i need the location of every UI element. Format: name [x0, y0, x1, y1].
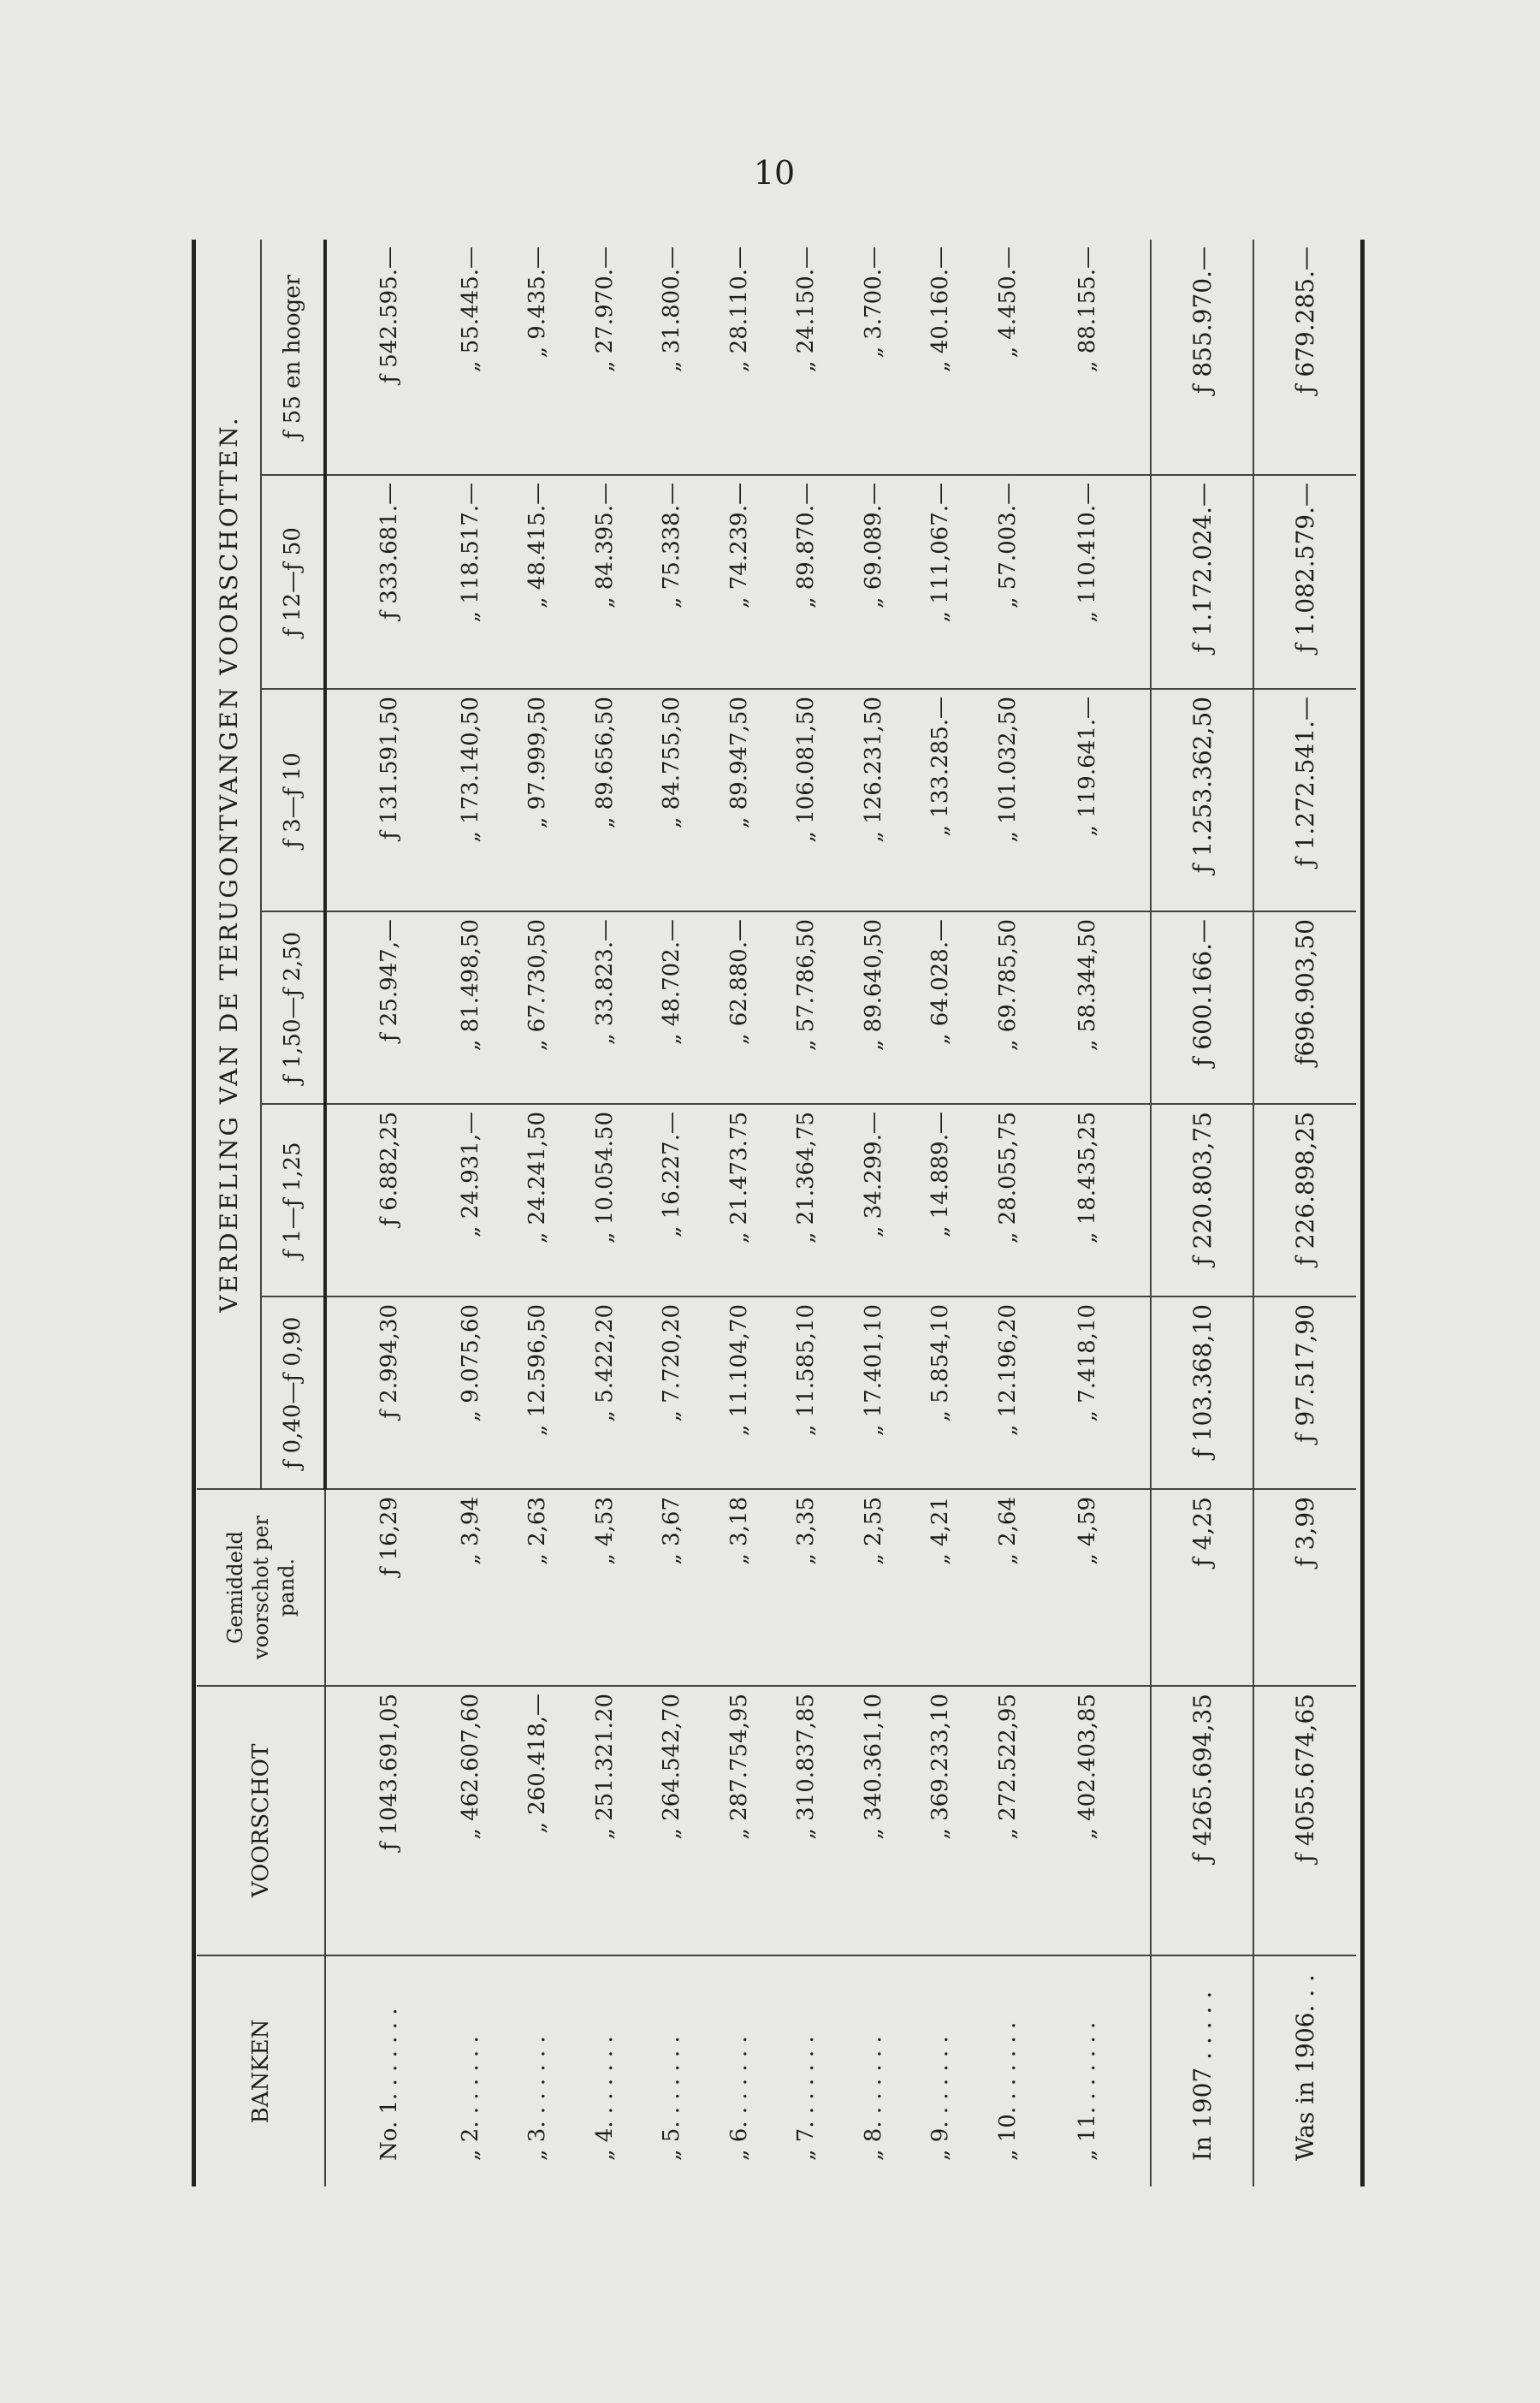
cell-col-4: „ 97.999,50: [504, 689, 571, 911]
cell-col-1: „ 12.596,50: [504, 1296, 571, 1489]
cell-col-2: „ 14.889.—: [907, 1104, 974, 1296]
cell-col-2: „ 21.364,75: [773, 1104, 839, 1296]
cell-col-5: „ 111,067.—: [907, 475, 974, 689]
cell-col-4: ƒ 1.272.541.—: [1253, 689, 1356, 911]
header-col-3: ƒ 1,50—ƒ 2,50: [261, 911, 325, 1104]
cell-col-2: „ 34.299.—: [839, 1104, 906, 1296]
cell-col-3: ƒ 600.166.—: [1151, 911, 1253, 1104]
cell-col-4: „ 84.755,50: [638, 689, 705, 911]
cell-voorschot: „ 264.542,70: [638, 1686, 705, 1955]
cell-col-5: „ 69.089.—: [839, 475, 906, 689]
cell-gemiddeld: „ 2,55: [839, 1489, 906, 1686]
cell-col-5: ƒ 1.172.024.—: [1151, 475, 1253, 689]
cell-col-4: „ 133.285.—: [907, 689, 974, 911]
cell-col-6: „ 55.445.—: [437, 240, 504, 475]
cell-bank: Was in 1906. . .: [1253, 1955, 1356, 2186]
cell-col-3: „ 48.702.—: [638, 911, 705, 1104]
cell-col-1: ƒ 97.517,90: [1253, 1296, 1356, 1489]
cell-gemiddeld: „ 2,63: [504, 1489, 571, 1686]
cell-bank: „ 10. . . . . . .: [994, 2021, 1021, 2161]
cell-col-3: ƒ 25.947,—: [325, 911, 437, 1104]
cell-col-2: „ 18.435,25: [1041, 1104, 1151, 1296]
cell-col-1: „ 17.401,10: [839, 1296, 906, 1489]
header-col-4: ƒ 3—ƒ 10: [261, 689, 325, 911]
cell-voorschot: „ 369.233,10: [907, 1686, 974, 1955]
cell-col-3: „ 64.028.—: [907, 911, 974, 1104]
cell-gemiddeld: „ 2,64: [974, 1489, 1040, 1686]
cell-bank: „ 3. . . . . . .: [524, 2036, 551, 2161]
cell-col-1: „ 9.075,60: [437, 1296, 504, 1489]
table-row: [572, 240, 638, 2186]
cell-col-6: „ 27.970.—: [572, 240, 638, 475]
table-row: [437, 240, 504, 2186]
cell-col-6: „ 88.155.—: [1041, 240, 1151, 475]
cell-col-4: ƒ 131.591,50: [325, 689, 437, 911]
loans-distribution-table: [197, 240, 1356, 2186]
cell-col-1: „ 12.196,20: [974, 1296, 1040, 1489]
header-col-1: ƒ 0,40—ƒ 0,90: [261, 1296, 325, 1489]
cell-col-5: „ 75.338.—: [638, 475, 705, 689]
cell-col-3: „ 57.786,50: [773, 911, 839, 1104]
cell-col-5: „ 110.410.—: [1041, 475, 1151, 689]
cell-col-6: ƒ 855.970.—: [1151, 240, 1253, 475]
cell-col-3: „ 89.640,50: [839, 911, 906, 1104]
table-row: [504, 240, 571, 2186]
cell-voorschot: „ 287.754,95: [706, 1686, 773, 1955]
table-row: [1041, 240, 1151, 2186]
cell-col-1: ƒ 103.368,10: [1151, 1296, 1253, 1489]
cell-gemiddeld: „ 3,18: [706, 1489, 773, 1686]
cell-col-6: „ 31.800.—: [638, 240, 705, 475]
cell-gemiddeld: „ 3,35: [773, 1489, 839, 1686]
cell-voorschot: „ 272.522,95: [974, 1686, 1040, 1955]
cell-gemiddeld: ƒ 3,99: [1253, 1489, 1356, 1686]
cell-col-5: „ 84.395.—: [572, 475, 638, 689]
cell-col-5: „ 118.517.—: [437, 475, 504, 689]
cell-col-5: „ 48.415.—: [504, 475, 571, 689]
cell-voorschot: ƒ 4265.694,35: [1151, 1686, 1253, 1955]
cell-col-3: ƒ696.903,50: [1253, 911, 1356, 1104]
bottom-rule: [1360, 240, 1365, 2186]
cell-col-3: „ 62.880.—: [706, 911, 773, 1104]
cell-bank: „ 9. . . . . . .: [927, 2036, 954, 2161]
cell-gemiddeld: ƒ 16,29: [325, 1489, 437, 1686]
cell-col-1: „ 5.854,10: [907, 1296, 974, 1489]
header-col-2: ƒ 1—ƒ 1,25: [261, 1104, 325, 1296]
cell-col-2: ƒ 220.803,75: [1151, 1104, 1253, 1296]
cell-bank: „ 6. . . . . . .: [726, 2036, 752, 2161]
cell-col-5: „ 74.239.—: [706, 475, 773, 689]
previous-year-row: [1253, 240, 1356, 2186]
cell-gemiddeld: „ 4,53: [572, 1489, 638, 1686]
page-number: 10: [753, 154, 796, 192]
cell-voorschot: „ 402.403,85: [1041, 1686, 1151, 1955]
table-row: [974, 240, 1040, 2186]
cell-col-1: „ 5.422,20: [572, 1296, 638, 1489]
cell-col-4: „ 173.140,50: [437, 689, 504, 911]
cell-col-1: ƒ 2.994,30: [325, 1296, 437, 1489]
cell-gemiddeld: „ 3,94: [437, 1489, 504, 1686]
header-col-6: ƒ 55 en hooger: [261, 240, 325, 475]
cell-bank: „ 5. . . . . . .: [659, 2036, 685, 2161]
cell-col-1: „ 11.104,70: [706, 1296, 773, 1489]
cell-col-3: „ 58.344,50: [1041, 911, 1151, 1104]
table-row: [706, 240, 773, 2186]
cell-col-6: „ 28.110.—: [706, 240, 773, 475]
cell-bank: „ 11. . . . . . .: [1075, 2021, 1101, 2161]
cell-col-2: „ 10.054.50: [572, 1104, 638, 1296]
rotated-table-container: [197, 240, 1356, 2186]
cell-col-1: „ 11.585,10: [773, 1296, 839, 1489]
top-rule: [192, 240, 196, 2186]
cell-bank: „ 7. . . . . . .: [793, 2036, 820, 2161]
table-row: [839, 240, 906, 2186]
cell-col-4: „ 89.656,50: [572, 689, 638, 911]
cell-col-4: ƒ 1.253.362,50: [1151, 689, 1253, 911]
table-row: [773, 240, 839, 2186]
cell-voorschot: ƒ 1043.691,05: [325, 1686, 437, 1955]
cell-col-2: „ 16.227.—: [638, 1104, 705, 1296]
cell-col-6: „ 9.435.—: [504, 240, 571, 475]
cell-col-5: „ 89.870.—: [773, 475, 839, 689]
header-verdeeling: VERDEELING VAN DE TERUGONTVANGEN VOORSCHOTTEN.: [197, 240, 261, 1489]
cell-col-5: „ 57.003.—: [974, 475, 1040, 689]
header-voorschot: VOORSCHOT: [197, 1686, 325, 1955]
cell-voorschot: „ 251.321.20: [572, 1686, 638, 1955]
cell-col-2: ƒ 6.882,25: [325, 1104, 437, 1296]
header-banken: BANKEN: [197, 1955, 325, 2186]
cell-col-6: ƒ 542.595.—: [325, 240, 437, 475]
cell-gemiddeld: „ 4,59: [1041, 1489, 1151, 1686]
cell-bank: „ 8. . . . . . .: [860, 2036, 886, 2161]
cell-col-5: ƒ 333.681.—: [325, 475, 437, 689]
cell-col-1: „ 7.720,20: [638, 1296, 705, 1489]
cell-voorschot: „ 260.418,—: [504, 1686, 571, 1955]
cell-col-6: „ 40.160.—: [907, 240, 974, 475]
cell-bank: „ 2. . . . . . .: [457, 2036, 483, 2161]
cell-col-3: „ 67.730,50: [504, 911, 571, 1104]
cell-bank: In 1907 . . . . .: [1151, 1955, 1253, 2186]
cell-voorschot: „ 340.361,10: [839, 1686, 906, 1955]
cell-col-3: „ 33.823.—: [572, 911, 638, 1104]
cell-col-4: „ 119.641.—: [1041, 689, 1151, 911]
table-row: [638, 240, 705, 2186]
cell-col-3: „ 81.498,50: [437, 911, 504, 1104]
table-row: [325, 240, 437, 2186]
cell-bank: No. 1. . . . . . .: [376, 2008, 402, 2161]
cell-col-6: ƒ 679.285.—: [1253, 240, 1356, 475]
cell-gemiddeld: „ 3,67: [638, 1489, 705, 1686]
cell-gemiddeld: „ 4,21: [907, 1489, 974, 1686]
cell-col-2: „ 24.241,50: [504, 1104, 571, 1296]
cell-col-1: „ 7.418,10: [1041, 1296, 1151, 1489]
cell-gemiddeld: ƒ 4,25: [1151, 1489, 1253, 1686]
cell-voorschot: „ 310.837,85: [773, 1686, 839, 1955]
header-col-5: ƒ 12—ƒ 50: [261, 475, 325, 689]
cell-col-2: „ 28.055,75: [974, 1104, 1040, 1296]
cell-col-5: ƒ 1.082.579.—: [1253, 475, 1356, 689]
total-row: [1151, 240, 1253, 2186]
cell-voorschot: „ 462.607,60: [437, 1686, 504, 1955]
cell-bank: „ 4. . . . . . .: [591, 2036, 618, 2161]
cell-voorschot: ƒ 4055.674,65: [1253, 1686, 1356, 1955]
cell-col-6: „ 3.700.—: [839, 240, 906, 475]
cell-col-4: „ 101.032,50: [974, 689, 1040, 911]
table-row: [907, 240, 974, 2186]
cell-col-6: „ 4.450.—: [974, 240, 1040, 475]
cell-col-2: „ 24.931,—: [437, 1104, 504, 1296]
cell-col-3: „ 69.785,50: [974, 911, 1040, 1104]
cell-col-4: „ 106.081,50: [773, 689, 839, 911]
cell-col-2: ƒ 226.898,25: [1253, 1104, 1356, 1296]
cell-col-4: „ 89.947,50: [706, 689, 773, 911]
cell-col-6: „ 24.150.—: [773, 240, 839, 475]
cell-col-2: „ 21.473.75: [706, 1104, 773, 1296]
cell-col-4: „ 126.231,50: [839, 689, 906, 911]
header-gemiddeld: Gemiddeld voorschot per pand.: [197, 1489, 325, 1686]
